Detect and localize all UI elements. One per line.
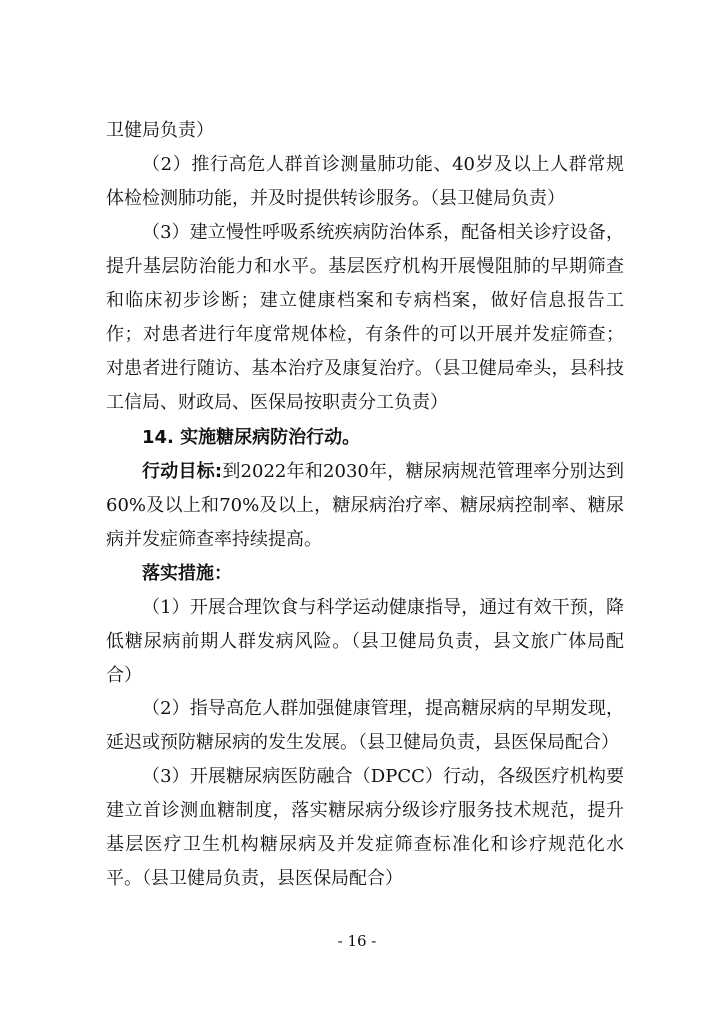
- paragraph-respiratory-system: （3）建立慢性呼吸系统疾病防治体系，配备相关诊疗设备，提升基层防治能力和水平。基层医疗机构开展慢阻肺的早期筛查和临床初步诊断；建立健康档案和专病档案，做好信息报告工作；对患者进行年度常规体检，有条件的可以开展并发症筛查；对患者进行随访、基本治疗及康复治疗。（县卫健局牵头，县科技工信局、财政局、医保局按职责分工负责）: [106, 222, 624, 413]
- goal-text: 到2022年和2030年，糖尿病规范管理率分别达到60%及以上和70%及以上，糖尿病治疗率、糖尿病控制率、糖尿病并发症筛查率持续提高。: [106, 461, 624, 550]
- paragraph-action-goal: [106, 455, 624, 557]
- paragraph-measure-2: （2）指导高危人群加强健康管理，提高糖尿病的早期发现，延迟或预防糖尿病的发生发展。（县卫健局负责，县医保局配合）: [106, 698, 624, 753]
- measures-heading: 落实措施：: [142, 563, 232, 584]
- page-number: - 16 -: [337, 932, 377, 950]
- paragraph-continuation: 卫健局负责）: [106, 120, 214, 141]
- paragraph-lung-function: （2）推行高危人群首诊测量肺功能、40岁及以上人群常规体检检测肺功能，并及时提供转诊服务。（县卫健局负责）: [106, 154, 624, 209]
- section-heading-diabetes: 14. 实施糖尿病防治行动。: [142, 427, 361, 448]
- paragraph-measure-3: （3）开展糖尿病医防融合（DPCC）行动，各级医疗机构要建立首诊测血糖制度，落实糖尿病分级诊疗服务技术规范，提升基层医疗卫生机构糖尿病及并发症筛查标准化和诊疗规范化水平。（县卫健局负责，县医保局配合）: [106, 766, 624, 889]
- paragraph-measure-1: （1）开展合理饮食与科学运动健康指导，通过有效干预，降低糖尿病前期人群发病风险。（县卫健局负责，县文旅广体局配合）: [106, 597, 624, 686]
- goal-label: 行动目标:: [142, 461, 223, 482]
